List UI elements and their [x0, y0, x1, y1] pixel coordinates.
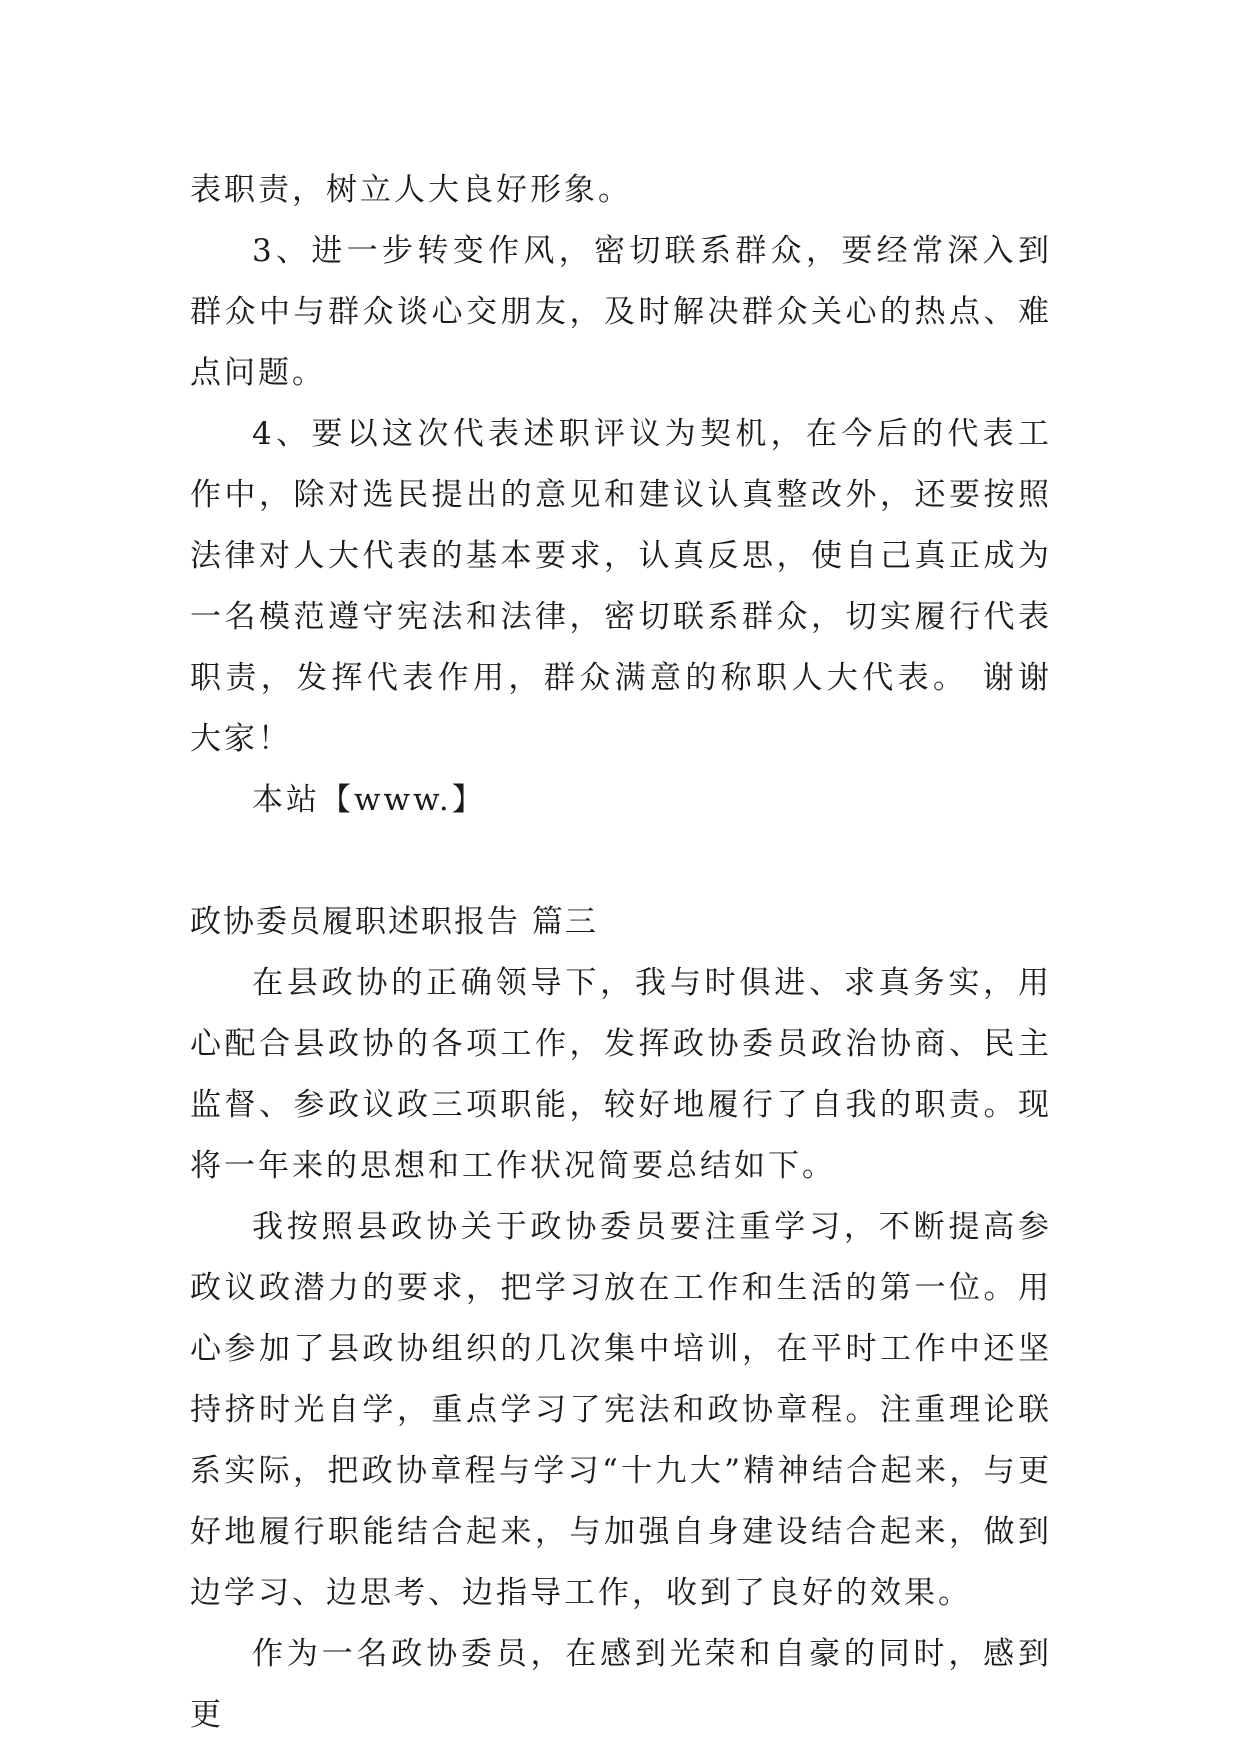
blank-line — [190, 831, 1052, 892]
paragraph-item-4: 4、要以这次代表述职评议为契机，在今后的代表工作中，除对选民提出的意见和建议认真整改外，还要按照法律对人大代表的基本要求，认真反思，使自己真正成为一名模范遵守宪法和法律，密切联系群众，切实履行代表职责，发挥代表作用，群众满意的称职人大代表。 谢谢大家！ — [190, 416, 1052, 757]
paragraph-item-3: 3、进一步转变作风，密切联系群众，要经常深入到群众中与群众谈心交朋友，及时解决群众关心的热点、难点问题。 — [190, 233, 1052, 391]
paragraph-study: 我按照县政协关于政协委员要注重学习，不断提高参政议政潜力的要求，把学习放在工作和生活的第一位。用心参加了县政协组织的几次集中培训，在平时工作中还坚持挤时光自学，重点学习了宪法和政协章程。注重理论联系实际，把政协章程与学习“十九大”精神结合起来，与更好地履行职能结合起来，与加强自身建设结合起来，做到边学习、边思考、边指导工作，收到了良好的效果。 — [190, 1209, 1052, 1611]
paragraph-honor: 作为一名政协委员，在感到光荣和自豪的同时，感到更 — [190, 1636, 1052, 1733]
site-note: 本站【www.】 — [252, 782, 486, 818]
section-title: 政协委员履职述职报告 篇三 — [190, 904, 598, 940]
paragraph-intro: 在县政协的正确领导下，我与时俱进、求真务实，用心配合县政协的各项工作，发挥政协委员政治协商、民主监督、参政议政三项职能，较好地履行了自我的职责。现将一年来的思想和工作状况简要总结如下。 — [190, 965, 1052, 1184]
document-body — [190, 160, 1052, 1746]
paragraph-continuation: 表职责，树立人大良好形象。 — [190, 172, 632, 208]
